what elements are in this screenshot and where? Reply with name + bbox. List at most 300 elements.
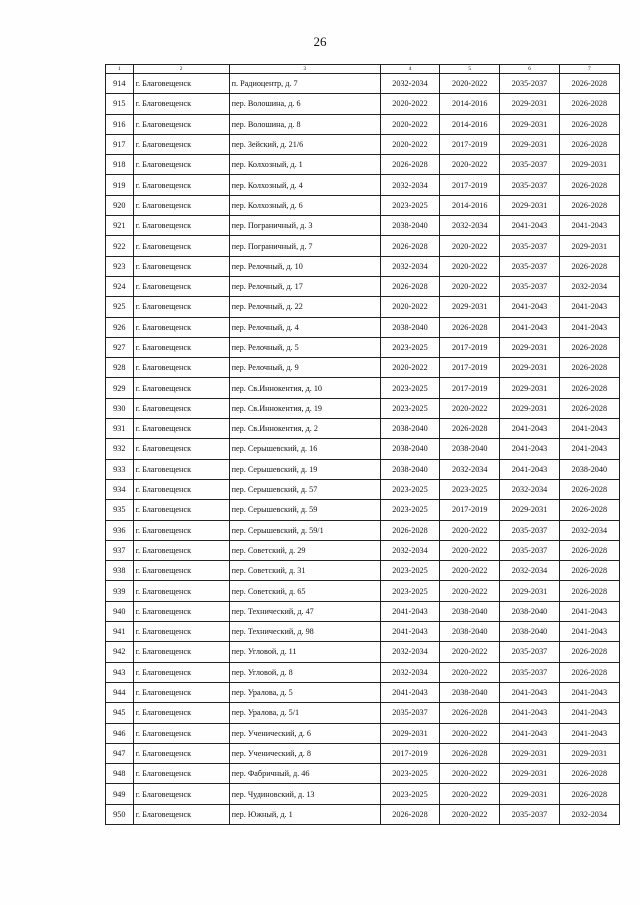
address-cell: пер. Советский, д. 29 xyxy=(229,540,380,560)
city-cell: г. Благовещенск xyxy=(133,74,229,94)
period-cell: 2026-2028 xyxy=(559,642,619,662)
period-cell: 2026-2028 xyxy=(559,784,619,804)
period-cell: 2029-2031 xyxy=(500,114,559,134)
period-cell: 2041-2043 xyxy=(380,601,439,621)
row-number: 932 xyxy=(106,439,134,459)
table-row xyxy=(106,723,620,743)
period-cell: 2023-2025 xyxy=(380,581,439,601)
period-cell: 2026-2028 xyxy=(380,276,439,296)
period-cell: 2038-2040 xyxy=(380,459,439,479)
table-row xyxy=(106,743,620,763)
period-cell: 2020-2022 xyxy=(440,155,500,175)
table-row xyxy=(106,358,620,378)
period-cell: 2029-2031 xyxy=(559,236,619,256)
period-cell: 2029-2031 xyxy=(559,743,619,763)
city-cell: г. Благовещенск xyxy=(133,459,229,479)
table-row xyxy=(106,74,620,94)
column-number: 5 xyxy=(440,65,500,74)
row-number: 921 xyxy=(106,216,134,236)
address-cell: пер. Релочный, д. 10 xyxy=(229,256,380,276)
period-cell: 2020-2022 xyxy=(440,764,500,784)
period-cell: 2032-2034 xyxy=(559,276,619,296)
row-number: 948 xyxy=(106,764,134,784)
city-cell: г. Благовещенск xyxy=(133,622,229,642)
table-row xyxy=(106,317,620,337)
row-number: 935 xyxy=(106,500,134,520)
table-row xyxy=(106,703,620,723)
period-cell: 2041-2043 xyxy=(559,419,619,439)
period-cell: 2041-2043 xyxy=(500,682,559,702)
table-row xyxy=(106,804,620,824)
period-cell: 2029-2031 xyxy=(500,134,559,154)
period-cell: 2041-2043 xyxy=(500,459,559,479)
city-cell: г. Благовещенск xyxy=(133,378,229,398)
address-cell: пер. Серышевский, д. 16 xyxy=(229,439,380,459)
city-cell: г. Благовещенск xyxy=(133,723,229,743)
period-cell: 2026-2028 xyxy=(440,317,500,337)
row-number: 943 xyxy=(106,662,134,682)
period-cell: 2017-2019 xyxy=(440,378,500,398)
column-number: 3 xyxy=(229,65,380,74)
row-number: 938 xyxy=(106,561,134,581)
period-cell: 2026-2028 xyxy=(559,337,619,357)
address-cell: пер. Колхозный, д. 1 xyxy=(229,155,380,175)
period-cell: 2038-2040 xyxy=(440,439,500,459)
address-cell: пер. Колхозный, д. 6 xyxy=(229,195,380,215)
period-cell: 2026-2028 xyxy=(559,378,619,398)
period-cell: 2023-2025 xyxy=(380,784,439,804)
table-row xyxy=(106,175,620,195)
address-cell: пер. Св.Иннокентия, д. 2 xyxy=(229,419,380,439)
table-row xyxy=(106,378,620,398)
period-cell: 2020-2022 xyxy=(440,256,500,276)
row-number: 930 xyxy=(106,398,134,418)
row-number: 919 xyxy=(106,175,134,195)
address-cell: пер. Ученический, д. 8 xyxy=(229,743,380,763)
period-cell: 2041-2043 xyxy=(500,703,559,723)
address-cell: пер. Южный, д. 1 xyxy=(229,804,380,824)
period-cell: 2038-2040 xyxy=(440,682,500,702)
period-cell: 2041-2043 xyxy=(500,439,559,459)
city-cell: г. Благовещенск xyxy=(133,155,229,175)
address-cell: пер. Серышевский, д. 19 xyxy=(229,459,380,479)
row-number: 934 xyxy=(106,479,134,499)
period-cell: 2029-2031 xyxy=(500,358,559,378)
city-cell: г. Благовещенск xyxy=(133,561,229,581)
period-cell: 2029-2031 xyxy=(500,764,559,784)
address-cell: пер. Фабричный, д. 46 xyxy=(229,764,380,784)
period-cell: 2041-2043 xyxy=(500,297,559,317)
table-row xyxy=(106,114,620,134)
period-cell: 2032-2034 xyxy=(500,479,559,499)
city-cell: г. Благовещенск xyxy=(133,297,229,317)
table-row xyxy=(106,500,620,520)
period-cell: 2026-2028 xyxy=(380,236,439,256)
period-cell: 2026-2028 xyxy=(559,764,619,784)
row-number: 933 xyxy=(106,459,134,479)
period-cell: 2029-2031 xyxy=(500,784,559,804)
period-cell: 2041-2043 xyxy=(559,317,619,337)
row-number: 944 xyxy=(106,682,134,702)
period-cell: 2035-2037 xyxy=(500,256,559,276)
period-cell: 2041-2043 xyxy=(500,216,559,236)
city-cell: г. Благовещенск xyxy=(133,337,229,357)
period-cell: 2026-2028 xyxy=(559,175,619,195)
row-number: 917 xyxy=(106,134,134,154)
table-row xyxy=(106,155,620,175)
row-number: 920 xyxy=(106,195,134,215)
period-cell: 2026-2028 xyxy=(559,358,619,378)
column-number: 6 xyxy=(500,65,559,74)
period-cell: 2026-2028 xyxy=(559,479,619,499)
address-cell: пер. Релочный, д. 22 xyxy=(229,297,380,317)
row-number: 937 xyxy=(106,540,134,560)
period-cell: 2038-2040 xyxy=(380,317,439,337)
table-row xyxy=(106,479,620,499)
period-cell: 2026-2028 xyxy=(380,804,439,824)
city-cell: г. Благовещенск xyxy=(133,601,229,621)
period-cell: 2026-2028 xyxy=(559,500,619,520)
period-cell: 2029-2031 xyxy=(500,743,559,763)
city-cell: г. Благовещенск xyxy=(133,743,229,763)
period-cell: 2014-2016 xyxy=(440,114,500,134)
period-cell: 2020-2022 xyxy=(440,561,500,581)
period-cell: 2035-2037 xyxy=(500,804,559,824)
period-cell: 2032-2034 xyxy=(559,804,619,824)
period-cell: 2023-2025 xyxy=(440,479,500,499)
address-cell: пер. Св.Иннокентия, д. 10 xyxy=(229,378,380,398)
city-cell: г. Благовещенск xyxy=(133,175,229,195)
period-cell: 2035-2037 xyxy=(380,703,439,723)
city-cell: г. Благовещенск xyxy=(133,398,229,418)
period-cell: 2029-2031 xyxy=(500,500,559,520)
period-cell: 2038-2040 xyxy=(559,459,619,479)
period-cell: 2035-2037 xyxy=(500,236,559,256)
period-cell: 2014-2016 xyxy=(440,195,500,215)
row-number: 950 xyxy=(106,804,134,824)
row-number: 929 xyxy=(106,378,134,398)
period-cell: 2020-2022 xyxy=(440,723,500,743)
period-cell: 2035-2037 xyxy=(500,642,559,662)
period-cell: 2038-2040 xyxy=(380,419,439,439)
row-number: 927 xyxy=(106,337,134,357)
address-cell: пер. Угловой, д. 8 xyxy=(229,662,380,682)
address-cell: пер. Чудиновский, д. 13 xyxy=(229,784,380,804)
period-cell: 2020-2022 xyxy=(380,114,439,134)
period-cell: 2029-2031 xyxy=(380,723,439,743)
period-cell: 2035-2037 xyxy=(500,520,559,540)
city-cell: г. Благовещенск xyxy=(133,317,229,337)
table-row xyxy=(106,540,620,560)
city-cell: г. Благовещенск xyxy=(133,581,229,601)
row-number: 946 xyxy=(106,723,134,743)
table-row xyxy=(106,297,620,317)
address-cell: пер. Серышевский, д. 57 xyxy=(229,479,380,499)
row-number: 949 xyxy=(106,784,134,804)
period-cell: 2032-2034 xyxy=(380,256,439,276)
period-cell: 2035-2037 xyxy=(500,155,559,175)
period-cell: 2035-2037 xyxy=(500,175,559,195)
period-cell: 2041-2043 xyxy=(559,723,619,743)
row-number: 916 xyxy=(106,114,134,134)
period-cell: 2023-2025 xyxy=(380,398,439,418)
period-cell: 2020-2022 xyxy=(380,358,439,378)
table-row xyxy=(106,276,620,296)
period-cell: 2032-2034 xyxy=(440,216,500,236)
table-row xyxy=(106,642,620,662)
period-cell: 2020-2022 xyxy=(380,134,439,154)
table-row xyxy=(106,682,620,702)
period-cell: 2041-2043 xyxy=(559,601,619,621)
period-cell: 2023-2025 xyxy=(380,378,439,398)
period-cell: 2026-2028 xyxy=(559,195,619,215)
period-cell: 2020-2022 xyxy=(440,642,500,662)
row-number: 923 xyxy=(106,256,134,276)
address-cell: пер. Угловой, д. 11 xyxy=(229,642,380,662)
period-cell: 2026-2028 xyxy=(559,74,619,94)
row-number: 931 xyxy=(106,419,134,439)
period-cell: 2017-2019 xyxy=(440,134,500,154)
city-cell: г. Благовещенск xyxy=(133,703,229,723)
period-cell: 2023-2025 xyxy=(380,195,439,215)
city-cell: г. Благовещенск xyxy=(133,236,229,256)
row-number: 939 xyxy=(106,581,134,601)
period-cell: 2014-2016 xyxy=(440,94,500,114)
address-cell: пер. Волошина, д. 8 xyxy=(229,114,380,134)
period-cell: 2020-2022 xyxy=(440,804,500,824)
period-cell: 2020-2022 xyxy=(380,94,439,114)
city-cell: г. Благовещенск xyxy=(133,256,229,276)
address-cell: пер. Уралова, д. 5/1 xyxy=(229,703,380,723)
city-cell: г. Благовещенск xyxy=(133,216,229,236)
city-cell: г. Благовещенск xyxy=(133,764,229,784)
address-cell: пер. Релочный, д. 4 xyxy=(229,317,380,337)
period-cell: 2017-2019 xyxy=(440,337,500,357)
period-cell: 2023-2025 xyxy=(380,561,439,581)
period-cell: 2017-2019 xyxy=(440,500,500,520)
period-cell: 2020-2022 xyxy=(440,276,500,296)
period-cell: 2032-2034 xyxy=(500,561,559,581)
column-number: 4 xyxy=(380,65,439,74)
table-row xyxy=(106,601,620,621)
city-cell: г. Благовещенск xyxy=(133,276,229,296)
period-cell: 2017-2019 xyxy=(440,358,500,378)
period-cell: 2035-2037 xyxy=(500,276,559,296)
table-row xyxy=(106,764,620,784)
row-number: 928 xyxy=(106,358,134,378)
period-cell: 2029-2031 xyxy=(500,581,559,601)
row-number: 945 xyxy=(106,703,134,723)
city-cell: г. Благовещенск xyxy=(133,479,229,499)
period-cell: 2032-2034 xyxy=(380,642,439,662)
table-row xyxy=(106,784,620,804)
table-row xyxy=(106,581,620,601)
period-cell: 2038-2040 xyxy=(380,216,439,236)
column-number: 7 xyxy=(559,65,619,74)
period-cell: 2041-2043 xyxy=(380,622,439,642)
period-cell: 2017-2019 xyxy=(380,743,439,763)
period-cell: 2029-2031 xyxy=(440,297,500,317)
address-cell: пер. Серышевский, д. 59 xyxy=(229,500,380,520)
table-row xyxy=(106,419,620,439)
period-cell: 2041-2043 xyxy=(380,682,439,702)
period-cell: 2041-2043 xyxy=(559,216,619,236)
period-cell: 2020-2022 xyxy=(440,74,500,94)
period-cell: 2032-2034 xyxy=(380,662,439,682)
address-cell: пер. Технический, д. 98 xyxy=(229,622,380,642)
period-cell: 2029-2031 xyxy=(559,155,619,175)
city-cell: г. Благовещенск xyxy=(133,784,229,804)
period-cell: 2020-2022 xyxy=(440,236,500,256)
period-cell: 2023-2025 xyxy=(380,337,439,357)
period-cell: 2038-2040 xyxy=(380,439,439,459)
city-cell: г. Благовещенск xyxy=(133,662,229,682)
table-row xyxy=(106,94,620,114)
period-cell: 2041-2043 xyxy=(559,682,619,702)
period-cell: 2023-2025 xyxy=(380,479,439,499)
period-cell: 2023-2025 xyxy=(380,764,439,784)
period-cell: 2026-2028 xyxy=(440,743,500,763)
period-cell: 2026-2028 xyxy=(559,134,619,154)
column-number: 1 xyxy=(106,65,134,74)
row-number: 915 xyxy=(106,94,134,114)
city-cell: г. Благовещенск xyxy=(133,439,229,459)
period-cell: 2026-2028 xyxy=(559,398,619,418)
address-cell: пер. Зейский, д. 21/6 xyxy=(229,134,380,154)
period-cell: 2029-2031 xyxy=(500,337,559,357)
period-cell: 2026-2028 xyxy=(559,114,619,134)
period-cell: 2029-2031 xyxy=(500,195,559,215)
period-cell: 2032-2034 xyxy=(380,540,439,560)
row-number: 936 xyxy=(106,520,134,540)
period-cell: 2026-2028 xyxy=(380,520,439,540)
period-cell: 2032-2034 xyxy=(440,459,500,479)
period-cell: 2041-2043 xyxy=(559,297,619,317)
address-cell: пер. Советский, д. 65 xyxy=(229,581,380,601)
period-cell: 2020-2022 xyxy=(440,784,500,804)
period-cell: 2029-2031 xyxy=(500,94,559,114)
table-row xyxy=(106,459,620,479)
column-number-header xyxy=(106,65,620,74)
period-cell: 2029-2031 xyxy=(500,398,559,418)
address-cell: пер. Уралова, д. 5 xyxy=(229,682,380,702)
period-cell: 2020-2022 xyxy=(440,520,500,540)
row-number: 922 xyxy=(106,236,134,256)
address-cell: пер. Релочный, д. 5 xyxy=(229,337,380,357)
period-cell: 2032-2034 xyxy=(380,74,439,94)
period-cell: 2026-2028 xyxy=(559,256,619,276)
row-number: 947 xyxy=(106,743,134,763)
housing-schedule-table xyxy=(105,64,620,825)
period-cell: 2029-2031 xyxy=(500,378,559,398)
address-cell: пер. Пограничный, д. 3 xyxy=(229,216,380,236)
city-cell: г. Благовещенск xyxy=(133,94,229,114)
row-number: 926 xyxy=(106,317,134,337)
period-cell: 2038-2040 xyxy=(500,622,559,642)
row-number: 914 xyxy=(106,74,134,94)
period-cell: 2023-2025 xyxy=(380,500,439,520)
period-cell: 2038-2040 xyxy=(440,601,500,621)
address-cell: п. Радиоцентр, д. 7 xyxy=(229,74,380,94)
period-cell: 2020-2022 xyxy=(380,297,439,317)
period-cell: 2041-2043 xyxy=(559,703,619,723)
table-row xyxy=(106,236,620,256)
city-cell: г. Благовещенск xyxy=(133,358,229,378)
address-cell: пер. Серышевский, д. 59/1 xyxy=(229,520,380,540)
city-cell: г. Благовещенск xyxy=(133,500,229,520)
table-row xyxy=(106,337,620,357)
period-cell: 2041-2043 xyxy=(559,439,619,459)
period-cell: 2026-2028 xyxy=(559,540,619,560)
period-cell: 2038-2040 xyxy=(500,601,559,621)
period-cell: 2026-2028 xyxy=(380,155,439,175)
table-row xyxy=(106,195,620,215)
page-number: 26 xyxy=(313,34,327,49)
address-cell: пер. Технический, д. 47 xyxy=(229,601,380,621)
period-cell: 2041-2043 xyxy=(500,419,559,439)
table-row xyxy=(106,561,620,581)
table-row xyxy=(106,216,620,236)
city-cell: г. Благовещенск xyxy=(133,114,229,134)
table-row xyxy=(106,622,620,642)
period-cell: 2041-2043 xyxy=(559,622,619,642)
city-cell: г. Благовещенск xyxy=(133,195,229,215)
city-cell: г. Благовещенск xyxy=(133,540,229,560)
period-cell: 2041-2043 xyxy=(500,317,559,337)
city-cell: г. Благовещенск xyxy=(133,682,229,702)
address-cell: пер. Советский, д. 31 xyxy=(229,561,380,581)
city-cell: г. Благовещенск xyxy=(133,804,229,824)
period-cell: 2026-2028 xyxy=(559,561,619,581)
period-cell: 2020-2022 xyxy=(440,662,500,682)
table-row xyxy=(106,439,620,459)
row-number: 940 xyxy=(106,601,134,621)
city-cell: г. Благовещенск xyxy=(133,520,229,540)
period-cell: 2038-2040 xyxy=(440,622,500,642)
row-number: 924 xyxy=(106,276,134,296)
row-number: 942 xyxy=(106,642,134,662)
period-cell: 2026-2028 xyxy=(559,581,619,601)
period-cell: 2035-2037 xyxy=(500,662,559,682)
period-cell: 2041-2043 xyxy=(500,723,559,743)
period-cell: 2032-2034 xyxy=(380,175,439,195)
city-cell: г. Благовещенск xyxy=(133,419,229,439)
address-cell: пер. Св.Иннокентия, д. 19 xyxy=(229,398,380,418)
address-cell: пер. Релочный, д. 9 xyxy=(229,358,380,378)
period-cell: 2017-2019 xyxy=(440,175,500,195)
address-cell: пер. Волошина, д. 6 xyxy=(229,94,380,114)
address-cell: пер. Колхозный, д. 4 xyxy=(229,175,380,195)
address-cell: пер. Ученический, д. 6 xyxy=(229,723,380,743)
table-row xyxy=(106,520,620,540)
period-cell: 2026-2028 xyxy=(559,662,619,682)
period-cell: 2020-2022 xyxy=(440,540,500,560)
period-cell: 2035-2037 xyxy=(500,74,559,94)
address-cell: пер. Релочный, д. 17 xyxy=(229,276,380,296)
row-number: 918 xyxy=(106,155,134,175)
city-cell: г. Благовещенск xyxy=(133,642,229,662)
address-cell: пер. Пограничный, д. 7 xyxy=(229,236,380,256)
period-cell: 2020-2022 xyxy=(440,581,500,601)
table-row xyxy=(106,662,620,682)
city-cell: г. Благовещенск xyxy=(133,134,229,154)
column-number: 2 xyxy=(133,65,229,74)
period-cell: 2026-2028 xyxy=(440,419,500,439)
table-row xyxy=(106,398,620,418)
period-cell: 2035-2037 xyxy=(500,540,559,560)
row-number: 925 xyxy=(106,297,134,317)
period-cell: 2032-2034 xyxy=(559,520,619,540)
